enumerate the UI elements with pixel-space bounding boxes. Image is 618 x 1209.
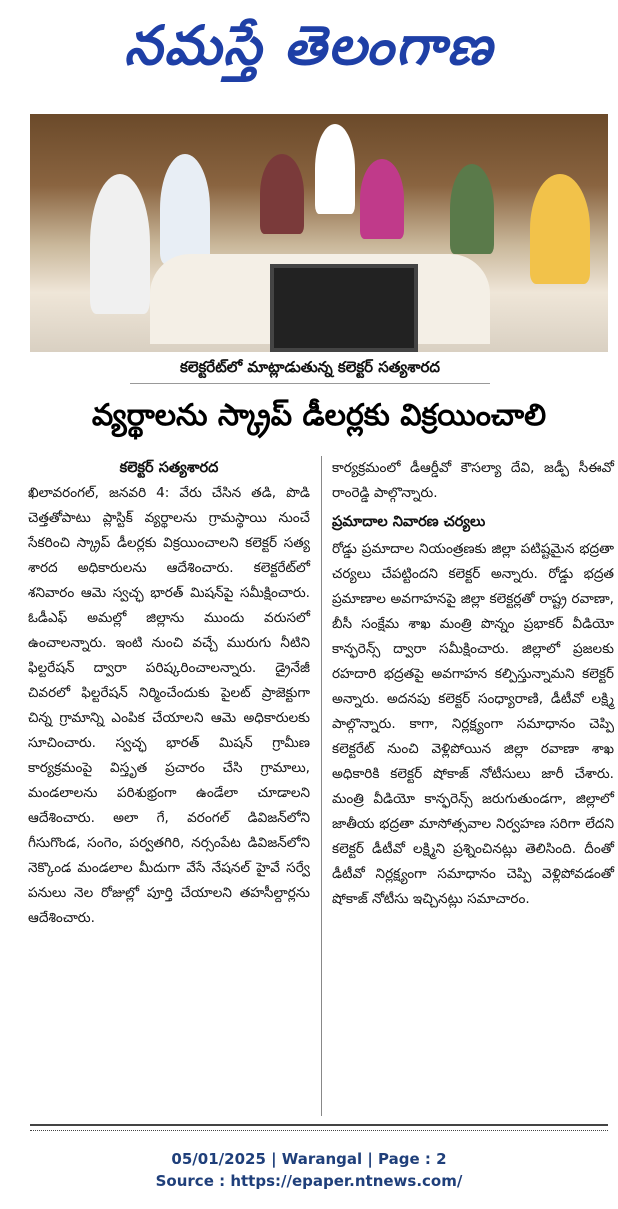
footer-rule: [30, 1124, 608, 1131]
footer-source[interactable]: Source : https://epaper.ntnews.com/: [155, 1172, 463, 1190]
article-subhead: ప్రమాదాల నివారణ చర్యలు: [332, 514, 486, 530]
article-paragraph: రోడ్డు ప్రమాదాల నియంత్రణకు జిల్లా పటిష్టమైన భద్రతా చర్యలు చేపట్టిందని కలెక్టర్ అన్నారు. రోడ్డు భద్రత ప్రమాణాల అవగాహనపై జిల్లా కలెక్టర్లతో రాష్ట్ర రవాణా, బీసీ సంక్షేమ శాఖ మంత్రి పొన్నం ప్రభాకర్ వీడియో కాన్ఫరెన్స్ ద్వారా సమీక్షించారు. జిల్లాలో ప్రజలకు రహదారి భద్రతపై అవగాహన కల్పిస్తున్నామని కలెక్టర్ అన్నారు. అదనపు కలెక్టర్ సంధ్యారాణి, డీటీవో లక్ష్మి పాల్గొన్నారు. కాగా, నిర్లక్ష్యంగా సమాధానం చెప్పి కలెక్టరేట్ నుంచి వెళ్లిపోయిన జిల్లా రవాణా శాఖ అధికారికి కలెక్టర్ షోకాజ్ నోటీసులు జారీ చేశారు. మంత్రి వీడియో కాన్ఫరెన్స్ జరుగుతుండగా, జిల్లాలో జాతీయ భద్రతా మాసోత్సవాల నిర్వహణ సరిగా లేదని కలెక్టర్ డీటీవో లక్ష్మిని ప్రశ్నించినట్లు తెలిసింది. దీంతో డీటీవో నిర్లక్ష్యంగా సమాధానం చెప్పి వెళ్లిపోవడంతో షోకాజ్ నోటీసు ఇచ్చినట్లు సమాచారం.: [332, 541, 614, 907]
photo-person: [450, 164, 494, 254]
news-photo: [30, 114, 608, 352]
photo-caption: కలెక్టరేట్‌లో మాట్లాడుతున్న కలెక్టర్ సత్యశారద: [130, 355, 490, 384]
photo-person-right: [530, 174, 590, 284]
article-paragraph: కార్యక్రమంలో డీఆర్డీవో కౌసల్యా దేవి, జడ్పీ సీఈవో రాంరెడ్డి పాల్గొన్నారు.: [332, 460, 614, 501]
footer-edition-info: 05/01/2025 | Warangal | Page : 2: [171, 1150, 447, 1168]
photo-person: [260, 154, 304, 234]
masthead-title: నమస్తే తెలంగాణ: [124, 13, 494, 77]
photo-person-collector: [360, 159, 404, 239]
photo-person: [160, 154, 210, 264]
photo-person-standing: [315, 124, 355, 214]
article-column-right: [332, 456, 614, 912]
column-divider: [321, 456, 322, 1116]
photo-person-left: [90, 174, 150, 314]
article-column-left: [28, 456, 310, 931]
newspaper-masthead: [0, 0, 618, 104]
photo-monitor: [270, 264, 418, 352]
article-byline: కలెక్టర్ సత్యశారద: [119, 460, 219, 476]
article-paragraph: ఖిలావరంగల్, జనవరి 4: వేరు చేసిన తడి, పొడి చెత్తతోపాటు ప్లాస్టిక్ వ్యర్థాలను గ్రామస్థాయి నుంచే సేకరించి స్క్రాప్ డీలర్లకు విక్రయించాలని కలెక్టర్ సత్య శారద అధికారులను ఆదేశించారు. కలెక్టరేట్‌లో శనివారం ఆమె స్వచ్ఛ భారత్ మిషన్‌పై సమీక్షించారు. ఓడీఎఫ్ అమల్లో జిల్లాను ముందు వరుసలో ఉంచాలన్నారు. ఇంటి నుంచి వచ్చే మురుగు నీటిని ఫిల్టరేషన్ ద్వారా పరిష్కరించాలన్నారు. డ్రైనేజీ చివరలో ఫిల్టరేషన్ నిర్మించేందుకు పైలట్ ప్రాజెక్టుగా చిన్న గ్రామాన్ని ఎంపిక చేయాలని ఆమె అధికారులకు సూచించారు. స్వచ్ఛ భారత్ మిషన్ గ్రామీణ కార్యక్రమంపై విస్తృత ప్రచారం చేసి గ్రామాలు, మండలాలను పరిశుభ్రంగా ఉండేలా చూడాలని ఆదేశించారు. అలా గే, వరంగల్ డివిజన్‌లోని గీసుగొండ, సంగెం, పర్వతగిరి, నర్సంపేట డివిజన్‌లోని నెక్కొండ మండలాల మీదుగా వేసే నేషనల్ హైవే సర్వే పనులు నెల రోజుల్లో పూర్తి చేయాలని తహసీల్దార్లను ఆదేశించారు.: [28, 485, 310, 926]
article-headline: వ్యర్థాలను స్క్రాప్ డీలర్లకు విక్రయించాలి: [91, 398, 547, 433]
